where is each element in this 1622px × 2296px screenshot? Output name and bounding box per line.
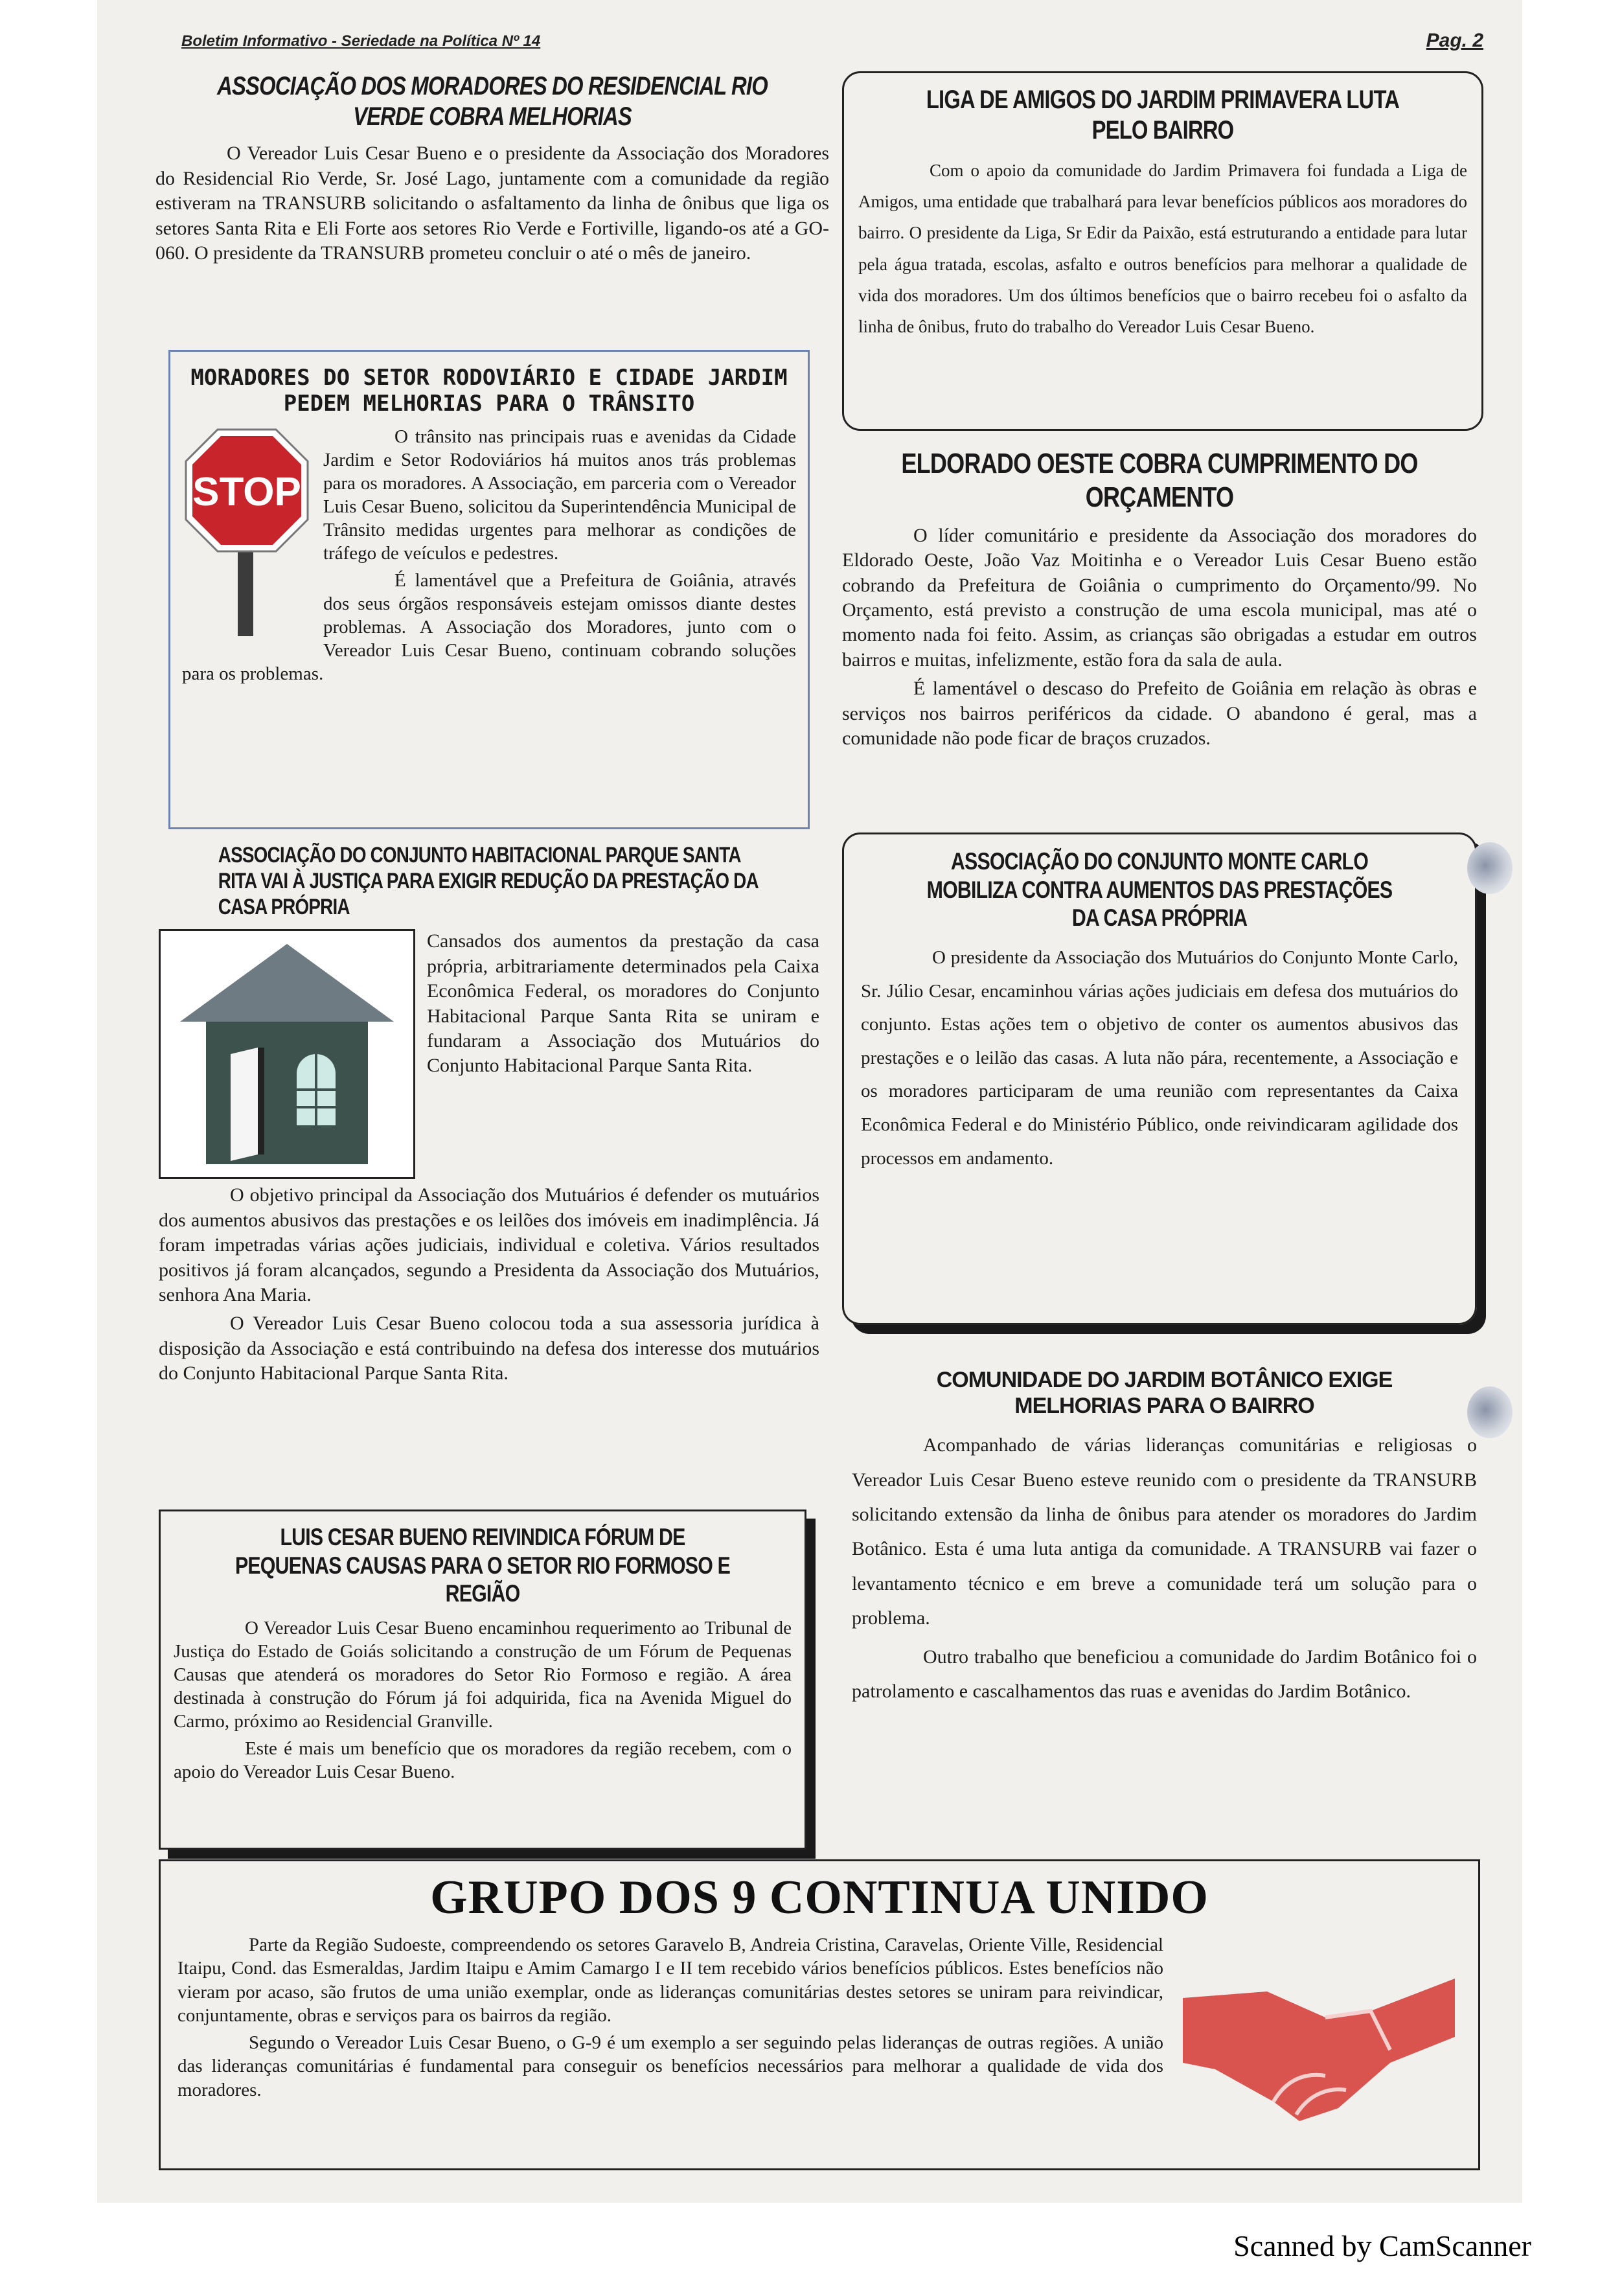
article-paragraph: Segundo o Vereador Luis Cesar Bueno, o G-9 é um exemplo a ser seguindo pelas lideranças de outras regiões. A união das lideranças comunitárias é fundamental para conseguir os benefícios necessários para melhorar a qualidade de vida dos moradores.	[177, 2032, 1163, 2100]
article-title: COMUNIDADE DO JARDIM BOTÂNICO EXIGE MELHORIAS PARA O BAIRRO	[936, 1368, 1393, 1419]
newsletter-page	[97, 0, 1522, 2203]
stop-sign-image	[182, 426, 312, 639]
newsletter-header-title: Boletim Informativo - Seriedade na Política Nº 14	[181, 32, 541, 50]
article-title: LUIS CESAR BUENO REIVINDICA FÓRUM DE PEQUENAS CAUSAS PARA O SETOR RIO FORMOSO E REGIÃO	[234, 1524, 731, 1607]
article-forum	[159, 1510, 806, 1850]
article-paragraph: O líder comunitário e presidente da Associação dos moradores do Eldorado Oeste, João Vaz Moitinha e o Vereador Luis Cesar Bueno estão cobrando da Prefeitura de Goiânia o cumprimento do Orçamento/99. No Orçamento, está previsto a construção de uma escola municipal, mas até o momento nada foi feito. Assim, as crianças são obrigadas a estudar em outros bairros e muitas, infelizmente, estão fora da sala de aula.	[842, 524, 1477, 671]
article-paragraph: O Vereador Luis Cesar Bueno encaminhou requerimento ao Tribunal de Justiça do Estado de Goiás solicitando a construção de um Fórum de Pequenas Causas que atenderá os moradores do Setor Rio Formoso e região. A área destinada à construção do Fórum já foi adquirida, fica na Avenida Miguel do Carmo, próximo ao Residencial Granville.	[174, 1617, 792, 1732]
article-paragraph: Este é mais um benefício que os moradores da região recebem, com o apoio do Vereador Luis Cesar Bueno.	[174, 1738, 792, 1782]
handshake-icon	[1176, 1940, 1461, 2134]
article-title: ELDORADO OESTE COBRA CUMPRIMENTO DO ORÇAMENTO	[901, 448, 1418, 513]
article-paragraph: Parte da Região Sudoeste, compreendendo os setores Garavelo B, Andreia Cristina, Caravelas, Oriente Ville, Residencial Itaipu, Cond. das Esmeraldas, Jardim Itaipu e Amim Camargo I e II tem recebido vários benefícios públicos. Estes benefícios não vieram por acaso, são frutos de uma união exemplar, onde as lideranças comunitárias destes setores se uniram para reivindicar, conjuntamente, obras e serviços para os bairros da região.	[177, 1934, 1163, 2026]
article-paragraph: O presidente da Associação dos Mutuários do Conjunto Monte Carlo, Sr. Júlio Cesar, encaminhou várias ações judiciais em defesa dos mutuários do conjunto. Estas ações tem o objetivo de conter os aumentos abusivos das prestações e o leilão das casas. A luta não pára, recentemente, a Associação e os moradores participaram de uma reunião com representantes da Caixa Econômica Federal e do Ministério Público, onde reivindicaram agilidade dos processos em andamento.	[861, 947, 1458, 1169]
house-image	[159, 929, 415, 1179]
page-number: Pag. 2	[1426, 30, 1483, 51]
article-paragraph: O trânsito nas principais ruas e avenidas da Cidade Jardim e Setor Rodoviários há muitos anos trás problemas para os moradores. A Associação, em parceria com o Vereador Luis Cesar Bueno, solicitou da Superintendência Municipal de Trânsito medidas urgentes para melhorar as condições de tráfego de veículos e pedestres.	[323, 426, 796, 564]
article-paragraph: Acompanhado de várias lideranças comunitárias e religiosas o Vereador Luis Cesar Bueno esteve reunido com o presidente da TRANSURB solicitando extensão da linha de ônibus para atender os moradores do Jardim Botânico. Esta é uma luta antiga da comunidade. A TRANSURB vai fazer o levantamento técnico e em breve a comunidade terá um solução para o problema.	[852, 1434, 1477, 1629]
article-title: ASSOCIAÇÃO DOS MORADORES DO RESIDENCIAL RIO VERDE COBRA MELHORIAS	[217, 72, 768, 132]
article-primavera	[842, 71, 1483, 431]
article-rio-verde	[155, 71, 829, 343]
article-paragraph: Cansados dos aumentos da prestação da casa própria, arbitrariamente determinados pela Caixa Econômica Federal, os moradores do Conjunto Habitacional Parque Santa Rita se uniram e fundaram a Associação dos Mutuários do Conjunto Habitacional Parque Santa Rita.	[427, 930, 819, 1077]
article-grupo-9	[159, 1859, 1480, 2170]
article-botanico	[852, 1367, 1477, 1846]
handshake-image	[1176, 1940, 1461, 2134]
article-rodoviario	[168, 350, 810, 829]
article-paragraph: O Vereador Luis Cesar Bueno colocou toda a sua assessoria jurídica à disposição da Associação e está contribuindo na defesa dos interesse dos mutuários do Conjunto Habitacional Parque Santa Rita.	[159, 1313, 819, 1384]
house-icon	[161, 931, 413, 1177]
article-paragraph: É lamentável o descaso do Prefeito de Goiânia em relação às obras e serviços nos bairros periféricos da cidade. O abandono é geral, mas a comunidade não pode ficar de braços cruzados.	[842, 678, 1477, 749]
punch-hole	[1467, 842, 1513, 894]
scanner-watermark: Scanned by CamScanner	[1233, 2229, 1531, 2262]
article-title: MORADORES DO SETOR RODOVIÁRIO E CIDADE JARDIM PEDEM MELHORIAS PARA O TRÂNSITO	[190, 365, 788, 417]
article-paragraph: Outro trabalho que beneficiou a comunidade do Jardim Botânico foi o patrolamento e cascalhamentos das ruas e avenidas do Jardim Botânico.	[852, 1646, 1477, 1702]
article-title: LIGA DE AMIGOS DO JARDIM PRIMAVERA LUTA PELO BAIRRO	[926, 86, 1400, 145]
article-santa-rita	[159, 842, 819, 1497]
article-title: ASSOCIAÇÃO DO CONJUNTO MONTE CARLO MOBILIZA CONTRA AUMENTOS DAS PRESTAÇÕES DA CASA PRÓPRIA	[926, 848, 1393, 932]
article-paragraph: O Vereador Luis Cesar Bueno e o presidente da Associação dos Moradores do Residencial Rio Verde, Sr. José Lago, juntamente com a comunidade da região estiveram na TRANSURB solicitando o asfaltamento da linha de ônibus que liga os setores Santa Rita e Eli Forte aos setores Rio Verde e Fortiville, ligando-os até a GO-060. O presidente da TRANSURB prometeu concluir o até o mês de janeiro.	[155, 143, 829, 264]
article-eldorado	[842, 447, 1477, 810]
article-paragraph: Com o apoio da comunidade do Jardim Primavera foi fundada a Liga de Amigos, uma entidade que trabalhará para levar benefícios públicos aos moradores do bairro. O presidente da Liga, Sr Edir da Paixão, está estruturando a entidade para lutar pela água tratada, escolas, asfalto e outros benefícios para melhorar a qualidade de vida dos moradores. Um dos últimos benefícios que o bairro recebeu foi o asfalto da linha de ônibus, fruto do trabalho do Vereador Luis Cesar Bueno.	[858, 161, 1467, 336]
punch-hole	[1467, 1386, 1513, 1438]
article-paragraph: É lamentável que a Prefeitura de Goiânia, através dos seus órgãos responsáveis estejam omissos diante destes problemas. A Associação dos Moradores, junto com o Vereador Luis Cesar Bueno, continuam cobrando soluções para os problemas.	[182, 569, 796, 684]
article-title: ASSOCIAÇÃO DO CONJUNTO HABITACIONAL PARQUE SANTA RITA VAI À JUSTIÇA PARA EXIGIR REDUÇÃO DA PRESTAÇÃO DA CASA PRÓPRIA	[218, 843, 758, 920]
article-paragraph: O objetivo principal da Associação dos Mutuários é defender os mutuários dos aumentos abusivos das prestações e os leilões dos imóveis em inadimplência. Já foram impetradas várias ações judiciais, individual e coletiva. Vários resultados positivos já foram alcançados, segundo a Presidenta da Associação dos Mutuários, senhora Ana Maria.	[159, 1184, 819, 1305]
stop-sign-label: STOP	[192, 470, 301, 515]
article-title: GRUPO DOS 9 CONTINUA UNIDO	[430, 1871, 1209, 1924]
stop-sign-icon	[182, 426, 312, 639]
article-monte-carlo	[842, 832, 1477, 1325]
